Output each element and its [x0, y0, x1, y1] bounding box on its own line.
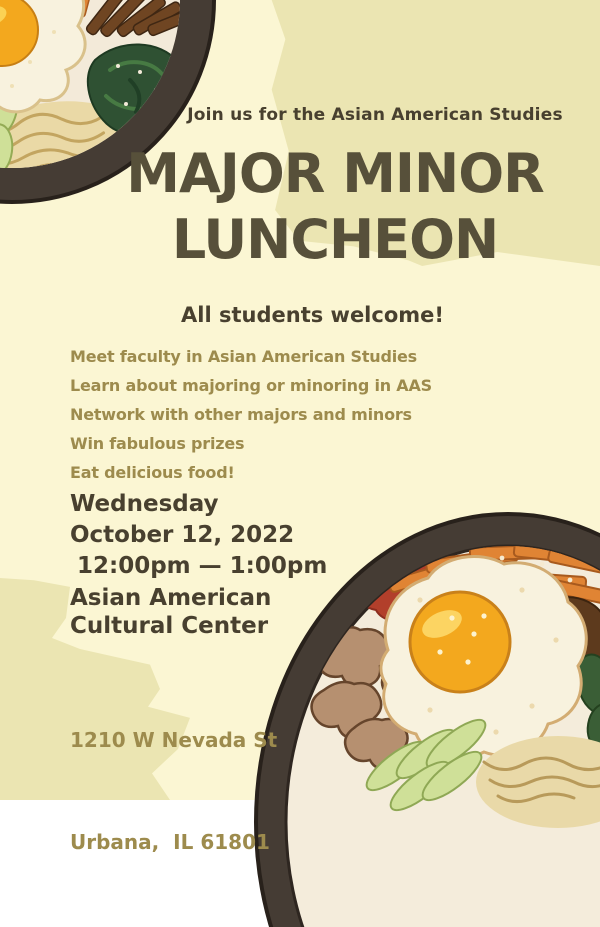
event-date: October 12, 2022: [70, 522, 295, 548]
venue-address: [70, 655, 390, 927]
welcome-text: All students welcome!: [181, 303, 444, 327]
bullet-item: Learn about majoring or minoring in AAS: [70, 376, 432, 395]
title-line-2: LUNCHEON: [171, 208, 499, 271]
address-line-2: Urbana, IL 61801: [70, 830, 270, 854]
subtitle-text: Join us for the Asian American Studies: [187, 105, 563, 125]
bullet-list: [70, 342, 490, 487]
venue-name: [70, 584, 390, 640]
bullet-item: Network with other majors and minors: [70, 405, 412, 424]
bullet-item: Win fabulous prizes: [70, 434, 245, 453]
title-line-1: MAJOR MINOR: [126, 142, 544, 205]
bullet-item: Meet faculty in Asian American Studies: [70, 347, 418, 366]
event-datetime: [70, 489, 390, 582]
event-time: 12:00pm — 1:00pm: [77, 553, 328, 579]
event-day: Wednesday: [70, 491, 219, 517]
venue-line-1: Asian American: [70, 585, 272, 611]
address-line-1: 1210 W Nevada St: [70, 728, 278, 752]
poster-title: [70, 141, 600, 273]
venue-line-2: Cultural Center: [70, 613, 269, 639]
bullet-item: Eat delicious food!: [70, 463, 235, 482]
